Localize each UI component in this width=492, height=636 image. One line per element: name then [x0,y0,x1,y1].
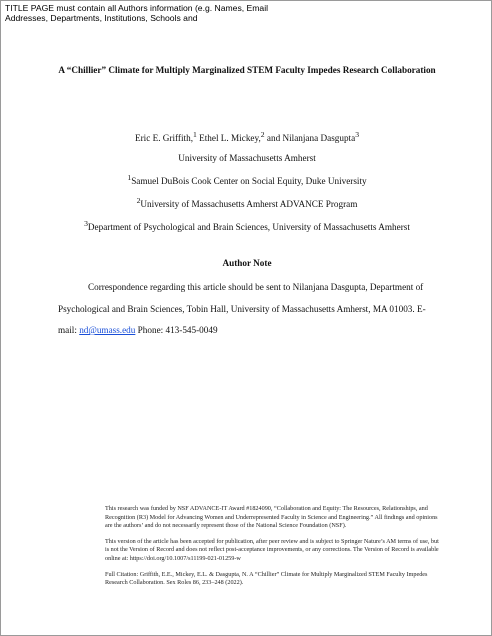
author-names [41,125,453,148]
correspondence-text: Correspondence regarding this article should be sent to Nilanjana Dasgupta, Department of Psychological and Brain Sciences, Tobin Hall, University of Massachusetts Amherst, MA 01003. E-mail: [58,282,426,335]
citation-footnote: Full Citation: Griffith, E.E., Mickey, E.L. & Dasgupta, N. A “Chillier” Climate for Multiply Marginalized STEM Faculty Impedes Research Collaboration. Sex Roles 86, 233–248 (2022). [105,570,428,587]
title-page-instruction-note: TITLE PAGE must contain all Authors information (e.g. Names, Email Addresses, Departments, Institutions, Schools and [5,3,269,23]
author-2-name: Ethel L. Mickey, [196,133,261,144]
author-2-superscript: 2 [260,130,265,139]
author-1-superscript: 1 [193,130,197,139]
author-block [41,125,453,237]
affiliation-1 [41,168,453,191]
email-link[interactable]: nd@umass.edu [79,325,136,335]
affiliation-1-superscript: 1 [127,173,132,183]
affiliation-2-superscript: 2 [136,196,141,206]
version-footnote: This version of the article has been accepted for publication, after peer review and is subject to Springer Nature’s AM terms of use, but is not the Version of Record and does not reflect post-acceptance improvements, or any corrections. The Version of Record is available online at: https://doi.org/10.1007/s11199-021-01259-w [105,537,439,562]
funding-footnote: This research was funded by NSF ADVANCE-IT Award #1824090, “Collaboration and Equity: The Resources, Relationships, and Recognition (R3) Model for Advancing Women and Underrepresented Faculty in Science and Engineering.” All findings and opinions are the authors’ and do not necessarily represent those of the National Science Foundation (NSF). [105,505,438,530]
affiliation-3 [41,214,453,237]
primary-affiliation: University of Massachusetts Amherst [178,153,316,164]
paper-title: A “Chillier” Climate for Multiply Marginalized STEM Faculty Impedes Research Collaboration [58,65,436,75]
affiliation-2-text: University of Massachusetts Amherst ADVANCE Program [140,199,358,210]
author-3-name: and Nilanjana Dasgupta [264,133,356,144]
phone-text: Phone: 413-545-0049 [135,325,218,335]
affiliation-2 [41,191,453,214]
author-1-name: Eric E. Griffith, [134,133,193,144]
affiliation-1-text: Samuel DuBois Cook Center on Social Equity, Duke University [131,176,367,187]
author-note-heading: Author Note [222,258,272,268]
author-3-superscript: 3 [355,130,360,139]
affiliation-3-text: Department of Psychological and Brain Sciences, University of Massachusetts Amherst [87,222,410,233]
affiliation-3-superscript: 3 [84,219,88,229]
footnotes-block [105,505,439,595]
correspondence-paragraph [58,277,436,342]
